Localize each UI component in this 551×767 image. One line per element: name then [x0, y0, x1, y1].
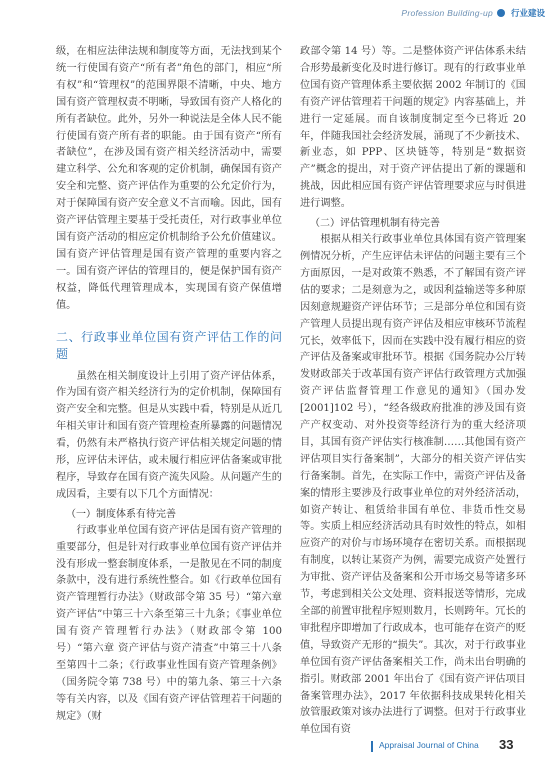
footer-divider [371, 741, 373, 752]
page-number: 33 [499, 737, 514, 752]
journal-name: Appraisal Journal of China [379, 740, 479, 750]
page-header [0, 0, 551, 40]
paragraph: 行政事业单位国有资产评估是国有资产管理的重要部分，但是针对行政事业单位国有资产评估并没有形成一整套制度体系，一是散见在不同的制度条款中，没有进行系统性整合。如《行政单位国有资产管理暂行办法》（财政部令第 35 号）“第六章 资产评估”中第三十六条至第三十九条；《事业单位国有资产管理暂行办法》（财政部令第 100 号）“第六章 资产评估与资产清查”中第三十八条至第四十二条；《行政事业性国有资产管理条例》（国务院令第 738 号）中的第九条、第三十六条等有关内容，以及《国有资产评估管理若干问题的规定》（财 [56, 524, 282, 722]
section-heading: 二、行政事业单位国有资产评估工作的问题 [56, 329, 282, 361]
page-footer [371, 737, 531, 757]
section-dot-icon [497, 9, 505, 17]
right-column [300, 44, 526, 739]
paragraph: 虽然在相关制度设计上引用了资产评估体系，作为国有资产相关经济行为的定价机制，保障国有资产安全和完整。但是从实践中看，特别是从近几年相关审计和国有资产管理检查所暴露的问题情况看，仍然有未严格执行资产评估相关规定问题的情形，应评估未评估，或未履行相应评估备案或审批程序，导致存在国有资产流失风险。从问题产生的成因看，主要有以下几个方面情况： [56, 370, 282, 500]
publication-title: Profession Building-up [401, 8, 493, 18]
section-label: 行业建设 [510, 8, 545, 18]
paragraph: 根据从相关行政事业单位具体国有资产管理案例情况分析，产生应评估未评估的问题主要有三个方面原因，一是对政策不熟悉，不了解国有资产评估的要求；二是刻意为之，或因利益输送等多种原因刻意规避资产评估环节；三是部分单位和国有资产管理人员提出现有资产评估及相应审核环节流程冗长，效率低下，因而在实践中没有履行相应的资产评估及备案或审批环节。根据《国务院办公厅转发财政部关于改革国有资产评估行政管理方式加强资产评估监督管理工作意见的通知》（国办发[2001]102 号），“经各级政府批准的涉及国有资产产权变动、对外投资等经济行为的重大经济项目，其国有资产评估实行核准制……其他国有资产评估项目实行备案制”，大部分的相关资产评估实行备案制。首先，在实际工作中，需资产评估及备案的情形主要涉及行政事业单位的对外经济活动，如资产转让、租赁给非国有单位、非货币性交易等。实质上相应经济活动具有时效性的特点，如相应资产的对价与市场环境存在密切关系。而根据现有制度，以转让某资产为例，需要完成资产处置行为审批、资产评估及备案和公开市场交易等诸多环节，考虑到相关公文处理、资料报送等情形，完成全部的前置审批程序短则数月，长则跨年。冗长的审批程序即增加了行政成本，也可能存在资产的贬值，导致资产无形的“损失”。其次，对于行政事业单位国有资产评估备案相关工作，尚未出台明确的指引。财政部 2001 年出台了《国有资产评估项目备案管理办法》，2017 年依据科技成果转化相关放管服政策对该办法进行了调整。但对于行政事业单位国有资 [300, 234, 526, 736]
sub-heading: （二）评估管理机制有待完善 [310, 218, 440, 230]
left-column [56, 44, 282, 726]
sub-heading: （一）制度体系有待完善 [66, 508, 176, 520]
paragraph: 政部令第 14 号）等。二是整体资产评估体系未结合形势最新变化及时进行修订。现有的行政事业单位国有资产管理体系主要依据 2002 年制订的《国有资产评估管理若干问题的规定》内容基础上，并进行一定延展。而自该制度制定至今已将近 20 年，伴随我国社会经济发展，涌现了不少新技术、新业态，如 PPP、区块链等，特别是“数据资产”概念的提出，对于资产评估提出了新的课题和挑战，因此相应国有资产评估管理要求应与时俱进进行调整。 [300, 46, 526, 210]
paragraph: 级，在相应法律法规和制度等方面，无法找到某个统一行使国有资产“所有者”角色的部门，相应“所有权”和“管理权”的范围界限不清晰，中央、地方国有资产管理权责不明晰，导致国有资产人格化的所有者缺位。此外，另外一种说法是全体人民不能行使国有资产所有者的职能。由于国有资产“所有者缺位”，在涉及国有资产相关经济活动中，需要建立科学、公允和客观的定价机制，确保国有资产安全和完整、资产评估作为重要的公允定价行为，对于保障国有资产安全意义不言而喻。因此，国有资产评估管理主要基于受托责任，对行政事业单位国有资产活动的相应定价机制给予公允价值建议。国有资产评估管理是国有资产管理的重要内容之一。国有资产评估的管理目的，便是保护国有资产权益，降低代理管理成本，实现国有资产保值增值。 [56, 46, 282, 311]
